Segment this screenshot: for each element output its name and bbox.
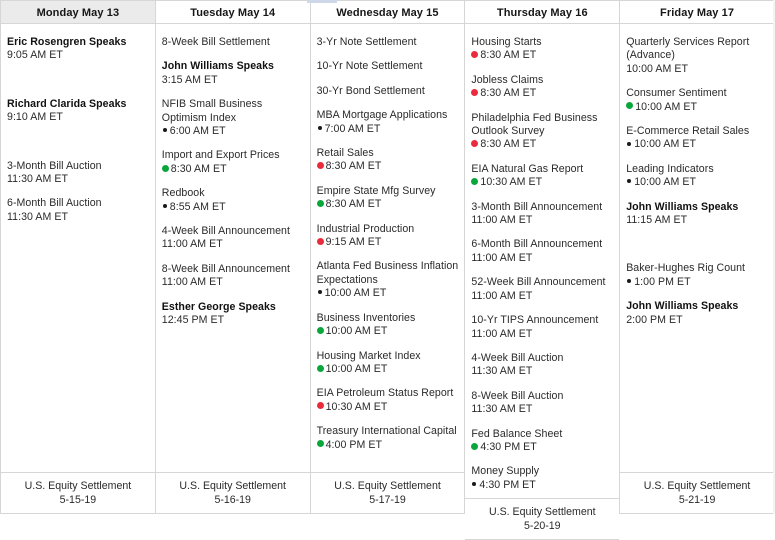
event-time: 1:00 PM ET [634, 275, 691, 288]
event-time-row [317, 123, 459, 136]
event-time: 9:05 AM ET [7, 49, 63, 62]
event-time: 2:00 PM ET [626, 313, 683, 326]
event-name: Redbook [161, 187, 205, 200]
calendar-event[interactable] [471, 112, 613, 152]
calendar-event[interactable] [626, 87, 768, 114]
calendar-event[interactable] [626, 262, 768, 289]
calendar-event[interactable] [317, 260, 459, 300]
event-name: Treasury International Capital [316, 425, 457, 438]
calendar-event[interactable] [471, 314, 613, 341]
event-name: Jobless Claims [471, 73, 544, 86]
calendar-event[interactable] [317, 109, 459, 136]
event-name: Housing Market Index [316, 349, 421, 362]
event-name: Richard Clarida Speaks [7, 97, 127, 110]
event-time-row [626, 101, 768, 114]
event-name: Philadelphia Fed Business Outlook Survey [471, 111, 598, 138]
event-time-row [626, 63, 768, 76]
event-time: 8:30 AM ET [480, 49, 537, 62]
event-name: Industrial Production [316, 222, 415, 235]
settlement-label: U.S. Equity Settlement [24, 480, 132, 492]
event-black-bullet-icon [163, 204, 167, 208]
day-column [465, 0, 620, 533]
calendar-event[interactable] [317, 85, 459, 98]
event-time-row [317, 198, 459, 211]
event-red-bullet-icon [471, 51, 478, 58]
event-time-row [317, 236, 459, 249]
event-time-row [471, 214, 613, 227]
event-name: Fed Balance Sheet [471, 427, 563, 440]
day-column [620, 0, 775, 514]
day-column [0, 0, 156, 514]
event-name: 30-Yr Bond Settlement [316, 84, 425, 97]
settlement-cell [156, 472, 310, 514]
event-black-bullet-icon [163, 128, 167, 132]
day-column [156, 0, 311, 514]
event-time: 11:00 AM ET [471, 289, 533, 302]
event-time: 11:00 AM ET [161, 238, 223, 251]
calendar-event[interactable] [471, 201, 613, 228]
calendar-event[interactable] [626, 163, 768, 190]
day-events-list [465, 24, 619, 498]
event-green-bullet-icon [162, 165, 169, 172]
calendar-event[interactable] [317, 223, 459, 250]
calendar-event[interactable] [471, 238, 613, 265]
day-header: Friday May 17 [620, 0, 774, 24]
event-time-row [7, 173, 149, 186]
settlement-date: 5-20-19 [524, 520, 561, 533]
event-red-bullet-icon [471, 89, 478, 96]
event-time: 8:30 AM ET [170, 162, 227, 175]
event-time-row [7, 111, 149, 124]
calendar-event[interactable] [626, 238, 768, 251]
event-black-bullet-icon [627, 279, 631, 283]
day-column [311, 0, 466, 514]
calendar-event[interactable] [162, 149, 304, 176]
event-name: 6-Month Bill Auction [7, 197, 102, 210]
event-name: Leading Indicators [626, 162, 714, 175]
event-time: 9:10 AM ET [7, 111, 63, 124]
settlement-label: U.S. Equity Settlement [334, 480, 441, 492]
event-time: 8:30 AM ET [325, 198, 382, 211]
event-time-row [162, 125, 304, 138]
event-time-row [162, 314, 304, 327]
event-name: NFIB Small Business Optimism Index [161, 98, 263, 124]
event-time-row [471, 176, 613, 189]
calendar-event[interactable] [471, 428, 613, 455]
event-time: 11:00 AM ET [161, 276, 223, 289]
settlement-cell [465, 498, 619, 540]
event-name: EIA Natural Gas Report [471, 162, 584, 175]
event-name: Esther George Speaks [161, 300, 276, 313]
event-time-row [317, 363, 459, 376]
event-name: Quarterly Services Report (Advance) [626, 36, 750, 62]
calendar-event[interactable] [7, 74, 149, 87]
event-time: 11:00 AM ET [471, 251, 533, 264]
calendar-event[interactable] [7, 136, 149, 149]
event-time: 4:30 PM ET [479, 478, 536, 491]
event-name: 8-Week Bill Auction [471, 389, 564, 402]
calendar-event[interactable] [162, 36, 304, 49]
event-black-bullet-icon [318, 290, 322, 294]
event-name: Money Supply [471, 465, 540, 478]
calendar-event[interactable] [162, 263, 304, 290]
calendar-event[interactable] [7, 197, 149, 224]
calendar-event[interactable] [471, 36, 613, 63]
calendar-event[interactable] [7, 160, 149, 187]
event-time-row [471, 87, 613, 100]
event-name: Housing Starts [471, 36, 542, 48]
calendar-event[interactable] [162, 60, 304, 87]
settlement-cell [620, 472, 774, 514]
event-name: Atlanta Fed Business Inflation Expectations [316, 260, 459, 286]
event-time-row [626, 138, 768, 151]
event-time-row [471, 365, 613, 378]
calendar-event[interactable] [471, 352, 613, 379]
calendar-event[interactable] [471, 465, 613, 492]
event-time-row [626, 176, 768, 189]
calendar-event[interactable] [626, 36, 768, 76]
event-name: 4-Week Bill Auction [471, 351, 564, 364]
event-green-bullet-icon [471, 443, 478, 450]
event-green-bullet-icon [317, 365, 324, 372]
event-time-row [471, 138, 613, 151]
calendar-event[interactable] [471, 390, 613, 417]
calendar-event[interactable] [471, 276, 613, 303]
event-name: 10-Yr TIPS Announcement [471, 314, 599, 327]
event-time: 10:00 AM ET [635, 100, 697, 113]
calendar-event[interactable] [626, 300, 768, 327]
event-name: Eric Rosengren Speaks [7, 36, 127, 48]
event-name: John Williams Speaks [626, 200, 739, 213]
day-events-list [1, 24, 155, 472]
calendar-event[interactable] [471, 74, 613, 101]
day-events-list [620, 24, 774, 472]
calendar-event[interactable] [317, 147, 459, 174]
settlement-cell [311, 472, 465, 514]
event-time-row [317, 401, 459, 414]
settlement-date: 5-16-19 [214, 494, 251, 506]
event-name: Baker-Hughes Rig Count [626, 262, 746, 275]
calendar-event[interactable] [162, 187, 304, 214]
event-green-bullet-icon [626, 102, 633, 109]
day-events-list [156, 24, 310, 472]
event-name: 3-Yr Note Settlement [316, 36, 417, 48]
event-name: 6-Month Bill Announcement [471, 238, 603, 251]
event-time-row [162, 201, 304, 214]
event-time: 11:00 AM ET [471, 214, 533, 227]
event-name: Import and Export Prices [161, 149, 280, 162]
event-time: 8:30 AM ET [480, 87, 537, 100]
event-time-row [317, 439, 459, 452]
event-black-bullet-icon [318, 126, 322, 130]
event-time: 9:15 AM ET [325, 236, 382, 249]
event-time: 10:00 AM ET [325, 325, 388, 338]
calendar-event[interactable] [317, 312, 459, 339]
event-name: 4-Week Bill Announcement [161, 225, 290, 238]
calendar-event[interactable] [626, 125, 768, 152]
calendar-event[interactable] [317, 60, 459, 73]
event-time: 8:30 AM ET [480, 138, 537, 151]
event-red-bullet-icon [317, 238, 324, 245]
event-time-row [626, 314, 768, 327]
event-time: 10:00 AM ET [634, 176, 696, 189]
event-red-bullet-icon [317, 402, 324, 409]
calendar-event[interactable] [162, 98, 304, 138]
event-time: 4:00 PM ET [325, 438, 383, 451]
event-name: John Williams Speaks [626, 300, 739, 313]
event-time: 7:00 AM ET [324, 122, 381, 135]
event-name: E-Commerce Retail Sales [626, 125, 750, 138]
settlement-date: 5-15-19 [59, 494, 97, 506]
calendar-event[interactable] [471, 163, 613, 190]
event-time: 8:55 AM ET [169, 200, 226, 213]
day-header: Thursday May 16 [465, 0, 619, 24]
day-header: Tuesday May 14 [156, 0, 310, 24]
calendar-event[interactable] [317, 185, 459, 212]
settlement-label: U.S. Equity Settlement [643, 480, 751, 492]
settlement-label: U.S. Equity Settlement [179, 480, 286, 492]
event-time-row [471, 49, 613, 62]
calendar-event[interactable] [317, 387, 459, 414]
event-time: 10:00 AM ET [324, 287, 387, 300]
event-name: Consumer Sentiment [626, 87, 727, 100]
calendar-event[interactable] [7, 36, 149, 63]
event-green-bullet-icon [317, 200, 324, 207]
event-name: 3-Month Bill Announcement [471, 200, 603, 213]
event-name: 52-Week Bill Announcement [471, 276, 606, 289]
event-time: 11:30 AM ET [471, 403, 533, 416]
event-name: MBA Mortgage Applications [316, 109, 448, 122]
day-header: Wednesday May 15 [311, 0, 465, 24]
event-time: 11:00 AM ET [471, 327, 533, 340]
event-time: 11:15 AM ET [626, 214, 688, 227]
event-green-bullet-icon [317, 440, 324, 447]
event-name: 3-Month Bill Auction [7, 159, 102, 172]
day-events-list [311, 24, 465, 472]
event-time-row [162, 238, 304, 251]
event-time-row [471, 328, 613, 341]
event-name: Retail Sales [316, 147, 374, 160]
settlement-date: 5-21-19 [678, 494, 716, 506]
calendar-event[interactable] [626, 201, 768, 228]
calendar-event[interactable] [162, 225, 304, 252]
event-time-row [162, 276, 304, 289]
settlement-cell [1, 472, 155, 514]
event-time: 10:30 AM ET [480, 176, 543, 189]
event-time-row [471, 252, 613, 265]
event-time: 3:15 AM ET [161, 73, 218, 86]
event-time: 6:00 AM ET [169, 125, 226, 138]
event-name: 8-Week Bill Settlement [161, 36, 270, 48]
event-time-row [317, 325, 459, 338]
calendar-event[interactable] [162, 301, 304, 328]
event-time-row [317, 287, 459, 300]
event-time: 10:30 AM ET [325, 400, 388, 413]
event-time: 4:30 PM ET [480, 440, 537, 453]
event-time-row [162, 163, 304, 176]
calendar-event[interactable] [317, 425, 459, 452]
event-time: 10:00 AM ET [325, 362, 388, 375]
event-time-row [7, 49, 149, 62]
event-time-row [471, 403, 613, 416]
event-green-bullet-icon [317, 327, 324, 334]
calendar-event[interactable] [317, 36, 459, 49]
event-time-row [162, 74, 304, 87]
calendar-event[interactable] [317, 350, 459, 377]
event-black-bullet-icon [627, 179, 631, 183]
event-time-row [471, 479, 613, 492]
event-time-row [471, 441, 613, 454]
event-time: 11:30 AM ET [7, 173, 69, 186]
settlement-date: 5-17-19 [369, 494, 406, 506]
event-time: 10:00 AM ET [634, 138, 696, 151]
event-name: 8-Week Bill Announcement [161, 262, 290, 275]
event-green-bullet-icon [471, 178, 478, 185]
settlement-label: U.S. Equity Settlement [489, 506, 596, 519]
event-time: 11:30 AM ET [471, 365, 533, 378]
event-time-row [626, 214, 768, 227]
event-time-row [626, 276, 768, 289]
event-time: 11:30 AM ET [7, 210, 69, 223]
event-name: EIA Petroleum Status Report [316, 387, 454, 400]
event-name: Business Inventories [316, 311, 416, 324]
event-time: 12:45 PM ET [161, 314, 225, 327]
top-edge-tab-artifact [307, 0, 337, 3]
event-red-bullet-icon [317, 162, 324, 169]
event-time: 10:00 AM ET [626, 62, 688, 75]
day-header: Monday May 13 [1, 0, 155, 24]
event-time-row [471, 290, 613, 303]
event-black-bullet-icon [627, 142, 631, 146]
event-red-bullet-icon [471, 140, 478, 147]
event-time-row [317, 160, 459, 173]
event-name: 10-Yr Note Settlement [316, 60, 423, 73]
event-time-row [7, 211, 149, 224]
event-time: 8:30 AM ET [325, 160, 382, 173]
event-name: Empire State Mfg Survey [316, 184, 436, 197]
event-black-bullet-icon [472, 482, 476, 486]
event-name: John Williams Speaks [161, 60, 274, 73]
calendar-event[interactable] [7, 98, 149, 125]
